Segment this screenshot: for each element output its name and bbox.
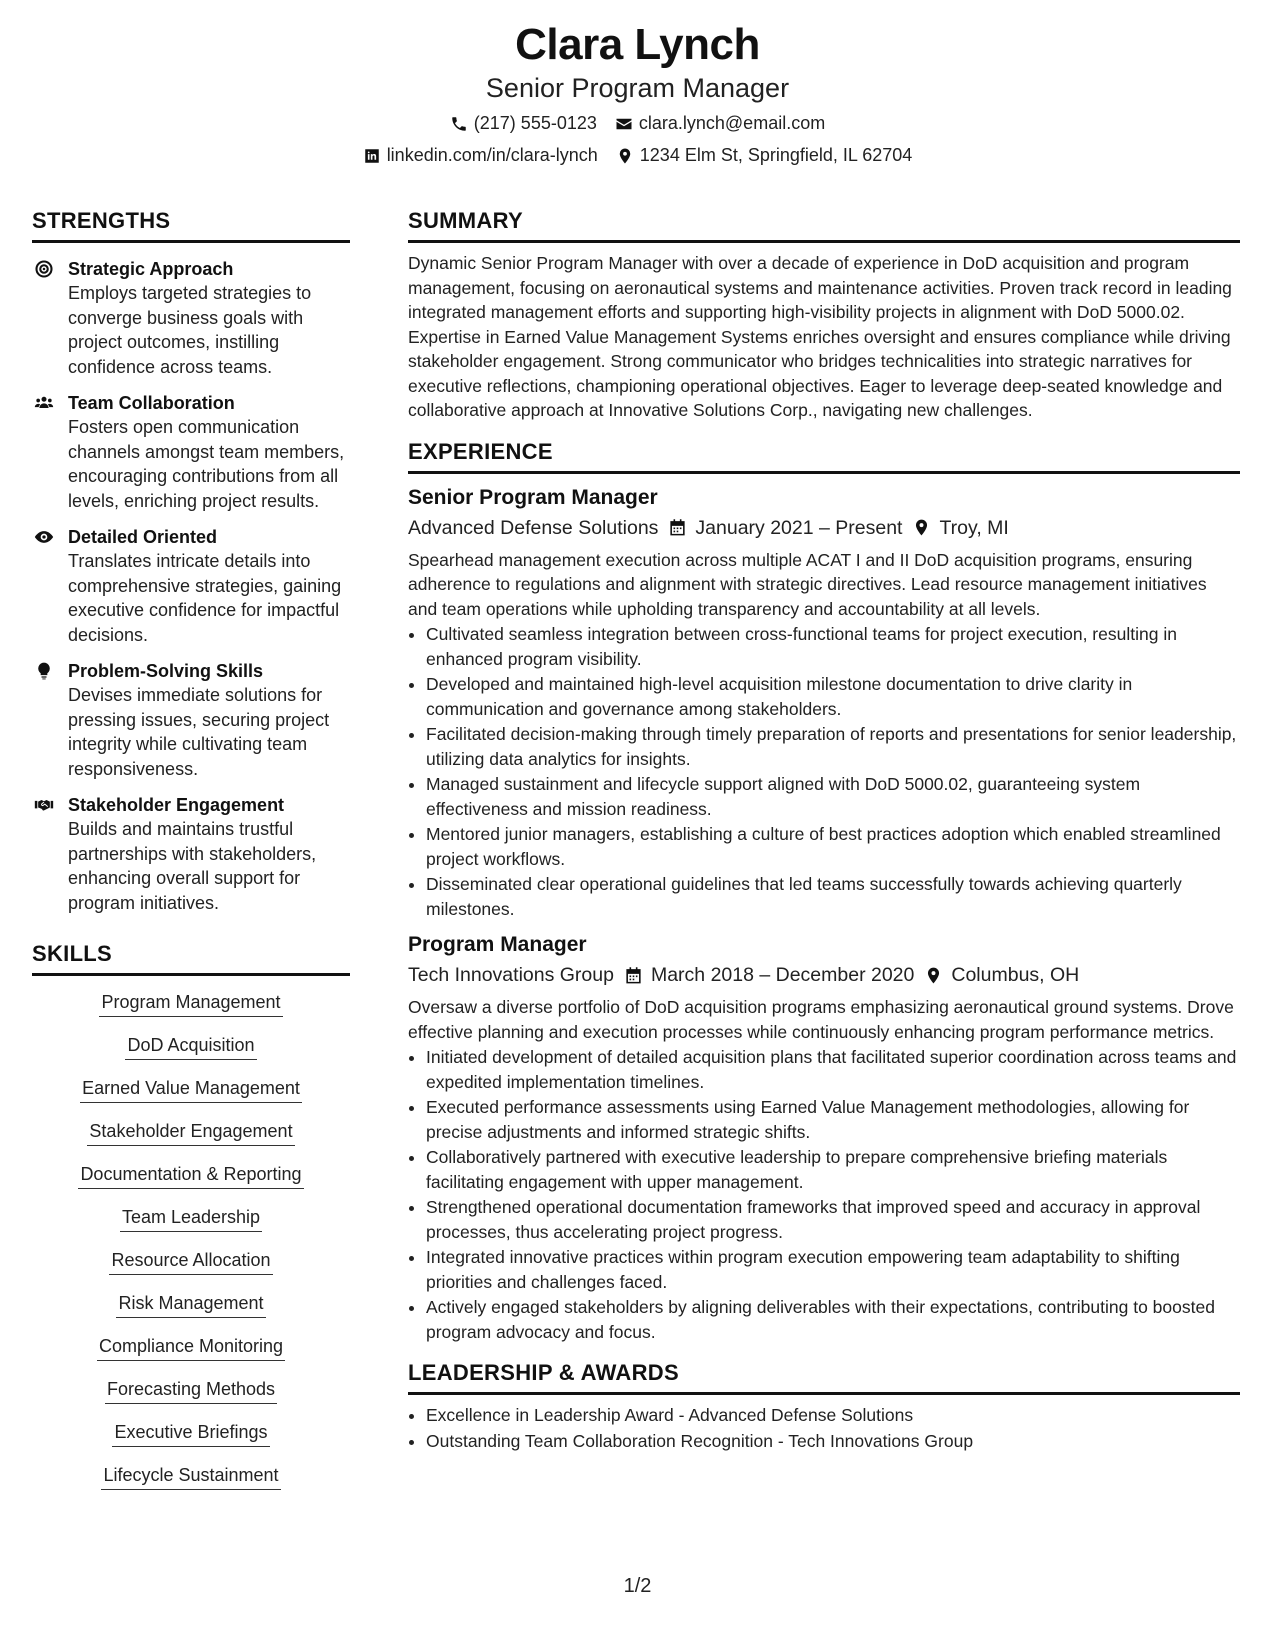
address-text: 1234 Elm St, Springfield, IL 62704 (639, 145, 913, 165)
summary-text: Dynamic Senior Program Manager with over a decade of experience in DoD acquisition and program management, focusing on aeronautical systems and maintenance activities. Proven track record in leading integrated management efforts and supporting high-visibility projects in alignment with DoD 5000.02. Expertise in Earned Value Management Systems enriches oversight and ensures compliance while driving stakeholder engagement. Strong communicator who bridges technicalities into strategic narratives for executive reflections, championing operational objectives. Eager to leverage deep-seated knowledge and collaborative approach at Innovative Solutions Corp., navigating new challenges. (408, 253, 1232, 420)
summary-heading: SUMMARY (408, 208, 1240, 243)
skill-tag: Team Leadership (120, 1205, 262, 1232)
strength-desc: Devises immediate solutions for pressing issues, securing project integrity while cultivating team responsiveness. (68, 685, 330, 779)
strength-item (32, 525, 350, 647)
bullet-item: • Facilitated decision-making through timely preparation of reports and presentations for senior leadership, utilizing data analytics for insights. (426, 722, 1240, 771)
location-pin-icon (924, 966, 943, 985)
contact-email[interactable] (615, 113, 825, 134)
bullet-item: • Developed and maintained high-level acquisition milestone documentation to drive clarity in communication and governance among stakeholders. (426, 672, 1240, 721)
job-entry (408, 484, 1240, 922)
skills-section (32, 941, 350, 1490)
strength-title: Strategic Approach (68, 259, 234, 279)
awards-list (408, 1403, 1240, 1453)
location-pin-icon (912, 518, 931, 537)
job-title: Senior Program Manager (408, 485, 658, 509)
target-icon (34, 259, 54, 279)
skill-tag: Program Management (99, 990, 282, 1017)
job-company: Tech Innovations Group (408, 964, 614, 986)
strength-title: Detailed Oriented (68, 527, 218, 547)
candidate-role: Senior Program Manager (485, 73, 790, 103)
job-description: Spearhead management execution across multiple ACAT I and II DoD acquisition programs, ensuring adherence to regulations and alignment with strategic directives. Lead resource management initiatives and team operations while upholding transparency and accountability at all levels. (408, 549, 1207, 619)
bullet-item: • Initiated development of detailed acquisition plans that facilitated superior coordination across teams and expedited implementation timelines. (426, 1045, 1240, 1094)
skill-tag: DoD Acquisition (125, 1033, 256, 1060)
job-company: Advanced Defense Solutions (408, 516, 659, 539)
job-location: Columbus, OH (951, 964, 1080, 986)
strength-item (32, 257, 350, 379)
bullet-item: • Strengthened operational documentation frameworks that improved speed and accuracy in approval processes, thus accelerating project progress. (426, 1195, 1240, 1244)
bullet-item: • Integrated innovative practices within program execution empowering team adaptability to shifting priorities and challenges faced. (426, 1245, 1240, 1294)
skill-tag: Forecasting Methods (105, 1377, 277, 1404)
eye-icon (34, 527, 54, 547)
job-bullets (408, 1045, 1240, 1344)
skills-list (32, 990, 350, 1490)
candidate-name: Clara Lynch (515, 20, 760, 69)
strengths-heading: STRENGTHS (32, 208, 350, 243)
skill-tag: Lifecycle Sustainment (101, 1463, 280, 1490)
users-icon (34, 393, 54, 413)
bullet-item: • Collaboratively partnered with executive leadership to prepare comprehensive briefing materials facilitating engagement with upper management. (426, 1145, 1240, 1194)
phone-icon (450, 115, 468, 133)
bullet-item: • Mentored junior managers, establishing a culture of best practices adoption which enabled streamlined project workflows. (426, 822, 1240, 871)
bullet-item: • Cultivated seamless integration between cross-functional teams for project execution, resulting in enhanced program visibility. (426, 622, 1240, 671)
linkedin-text: linkedin.com/in/clara-lynch (386, 145, 598, 165)
job-description: Oversaw a diverse portfolio of DoD acquisition programs emphasizing aeronautical ground systems. Drove effective planning and execution processes while continuously enhancing program performance metrics. (408, 997, 1234, 1042)
strength-desc: Fosters open communication channels amongst team members, encouraging contributions from all levels, enriching project results. (68, 417, 345, 511)
awards-heading: LEADERSHIP & AWARDS (408, 1360, 1240, 1395)
skill-tag: Documentation & Reporting (78, 1162, 303, 1189)
strength-item (32, 659, 350, 781)
job-meta (408, 514, 1240, 542)
strength-title: Problem-Solving Skills (68, 661, 264, 681)
calendar-icon (668, 518, 687, 537)
bullet-item: • Disseminated clear operational guidelines that led teams successfully towards achieving quarterly milestones. (426, 872, 1240, 921)
contact-phone[interactable] (450, 113, 597, 134)
job-meta (408, 961, 1240, 989)
job-title: Program Manager (408, 933, 587, 956)
job-entry (408, 931, 1240, 1344)
contact-address (616, 145, 913, 166)
experience-section (408, 439, 1240, 1345)
job-dates: March 2018 – December 2020 (650, 964, 915, 986)
email-text: clara.lynch@email.com (638, 113, 826, 133)
right-column (408, 208, 1240, 1453)
strength-desc: Builds and maintains trustful partnerships with stakeholders, enhancing overall support for program initiatives. (68, 819, 317, 913)
strength-title: Team Collaboration (68, 393, 235, 413)
contact-line-2 (0, 145, 1275, 166)
linkedin-icon (363, 147, 381, 165)
bullet-item: • Executed performance assessments using Earned Value Management methodologies, allowing for precise adjustments and informed strategic shifts. (426, 1095, 1240, 1144)
job-location: Troy, MI (939, 516, 1009, 539)
handshake-icon (34, 795, 54, 815)
job-dates: January 2021 – Present (695, 516, 903, 539)
calendar-icon (624, 966, 643, 985)
contact-line-1 (0, 113, 1275, 134)
award-item: • Excellence in Leadership Award - Advanced Defense Solutions (426, 1403, 1240, 1428)
phone-text: (217) 555-0123 (473, 113, 597, 133)
lightbulb-icon (34, 661, 54, 681)
skill-tag: Executive Briefings (112, 1420, 269, 1447)
awards-section (408, 1360, 1240, 1453)
strength-desc: Translates intricate details into comprehensive strategies, gaining executive confidence for impactful decisions. (68, 551, 342, 645)
skill-tag: Stakeholder Engagement (87, 1119, 294, 1146)
strength-title: Stakeholder Engagement (68, 795, 285, 815)
strength-item (32, 391, 350, 513)
strength-desc: Employs targeted strategies to converge business goals with project outcomes, instilling confidence across teams. (68, 283, 312, 377)
location-pin-icon (616, 147, 634, 165)
bullet-item: • Actively engaged stakeholders by aligning deliverables with their expectations, contributing to boosted program advocacy and focus. (426, 1295, 1240, 1344)
skill-tag: Risk Management (116, 1291, 265, 1318)
award-item: • Outstanding Team Collaboration Recognition - Tech Innovations Group (426, 1429, 1240, 1454)
experience-heading: EXPERIENCE (408, 439, 1240, 474)
skills-heading: SKILLS (32, 941, 350, 976)
skill-tag: Earned Value Management (80, 1076, 302, 1103)
skill-tag: Compliance Monitoring (97, 1334, 285, 1361)
left-column (32, 208, 350, 1490)
envelope-icon (615, 115, 633, 133)
strength-item (32, 793, 350, 915)
contact-linkedin[interactable] (363, 145, 598, 166)
job-bullets (408, 622, 1240, 921)
page-number: 1/2 (623, 1575, 652, 1597)
skill-tag: Resource Allocation (109, 1248, 272, 1275)
bullet-item: • Managed sustainment and lifecycle support aligned with DoD 5000.02, guaranteeing system effectiveness and mission readiness. (426, 772, 1240, 821)
